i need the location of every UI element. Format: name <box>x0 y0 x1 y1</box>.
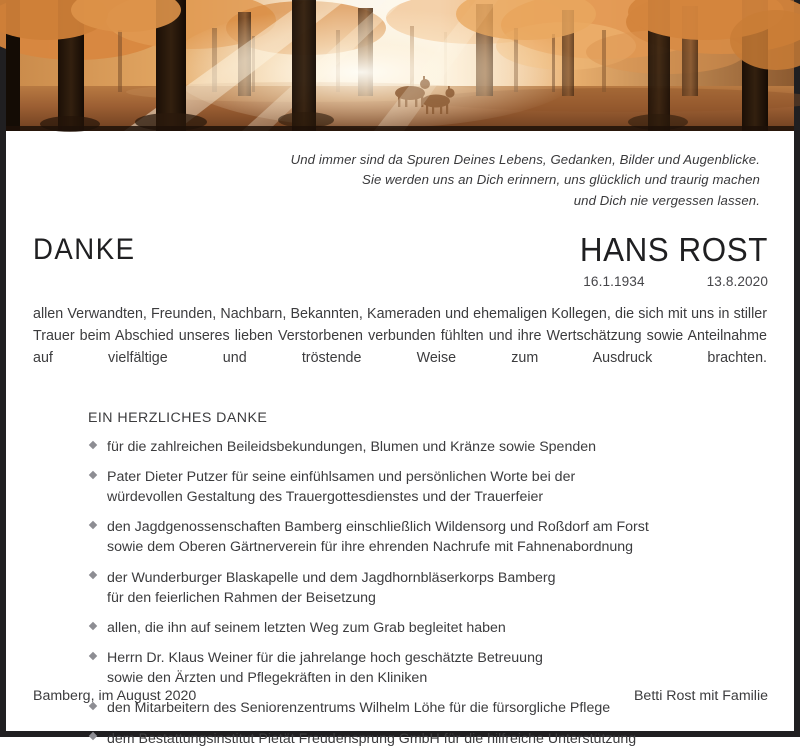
list-item <box>88 729 794 749</box>
thanks-heading: EIN HERZLICHES DANKE <box>88 409 268 426</box>
list-item-line-2: würdevollen Gestaltung des Trauergottesdienstes und der Trauerfeier <box>107 489 544 506</box>
diamond-bullet-icon <box>89 621 97 629</box>
epitaph-line-1: Und immer sind da Spuren Deines Lebens, Gedanken, Bilder und Augenblicke. <box>290 152 760 167</box>
diamond-bullet-icon <box>89 521 97 529</box>
list-item-line-2: sowie dem Oberen Gärtnerverein für ihre ehrenden Nachrufe mit Fahnenabordnung <box>107 539 634 556</box>
epitaph-line-2: Sie werden uns an Dich erinnern, uns glücklich und traurig machen <box>362 172 760 188</box>
autumn-forest-photo <box>6 0 794 131</box>
death-date: 13.8.2020 <box>706 274 768 290</box>
list-item-line-1: dem Bestattungsinstitut Pietät Freudensprung GmbH für die hilfreiche Unterstützung <box>107 730 637 747</box>
signature: Betti Rost mit Familie <box>633 688 768 704</box>
epitaph-line-3: und Dich nie vergessen lassen. <box>573 192 760 208</box>
diamond-bullet-icon <box>89 440 97 448</box>
list-item <box>88 437 794 457</box>
list-item <box>88 648 794 688</box>
list-item-line-2: für den feierlichen Rahmen der Beisetzung <box>107 589 376 606</box>
list-item <box>88 517 794 557</box>
epitaph <box>6 150 760 211</box>
list-item-line-1: den Mitarbeitern des Seniorenzentrums Wilhelm Löhe für die fürsorgliche Pflege <box>107 700 611 717</box>
life-dates <box>570 274 768 289</box>
list-item-line-2: sowie den Ärzten und Pflegekräften in den Kliniken <box>107 670 428 687</box>
place-and-date: Bamberg, im August 2020 <box>33 688 197 704</box>
list-item-line-1: Pater Dieter Putzer für seine einfühlsamen und persönlichen Worte bei der <box>107 468 576 485</box>
list-item-line-1: der Wunderburger Blaskapelle und dem Jagdhornbläserkorps Bamberg <box>107 569 556 586</box>
list-item <box>88 467 794 507</box>
list-item <box>88 618 794 638</box>
list-item-line-1: für die zahlreichen Beileidsbekundungen, Blumen und Kränze sowie Spenden <box>107 438 597 455</box>
diamond-bullet-icon <box>89 571 97 579</box>
list-item-line-1: allen, die ihn auf seinem letzten Weg zum Grab begleitet haben <box>107 619 506 636</box>
list-item-line-1: den Jagdgenossenschaften Bamberg einschließlich Wildensorg und Roßdorf am Forst <box>107 519 649 536</box>
lead-paragraph: allen Verwandten, Freunden, Nachbarn, Bekannten, Kameraden und ehemaligen Kollegen, die sich mit uns in stiller Trauer beim Abschied unseres lieben Verstorbenen verbunden fühlten und ihre Wertschätzung sowie Anteilnahme auf vielfältige und tröstende Weise zum Ausdruck brachten. <box>33 306 767 367</box>
list-item <box>88 568 794 608</box>
list-item-line-1: Herrn Dr. Klaus Weiner für die jahrelange hoch geschätzte Betreuung <box>107 650 543 667</box>
title-row <box>6 233 794 295</box>
diamond-bullet-icon <box>89 732 97 740</box>
footer <box>33 688 768 704</box>
diamond-bullet-icon <box>89 471 97 479</box>
deceased-name: HANS ROST <box>579 231 768 269</box>
danke-heading: DANKE <box>33 233 136 267</box>
diamond-bullet-icon <box>89 652 97 660</box>
forest-illustration <box>6 0 794 131</box>
birth-date: 16.1.1934 <box>583 274 645 290</box>
deceased-block <box>570 231 768 289</box>
